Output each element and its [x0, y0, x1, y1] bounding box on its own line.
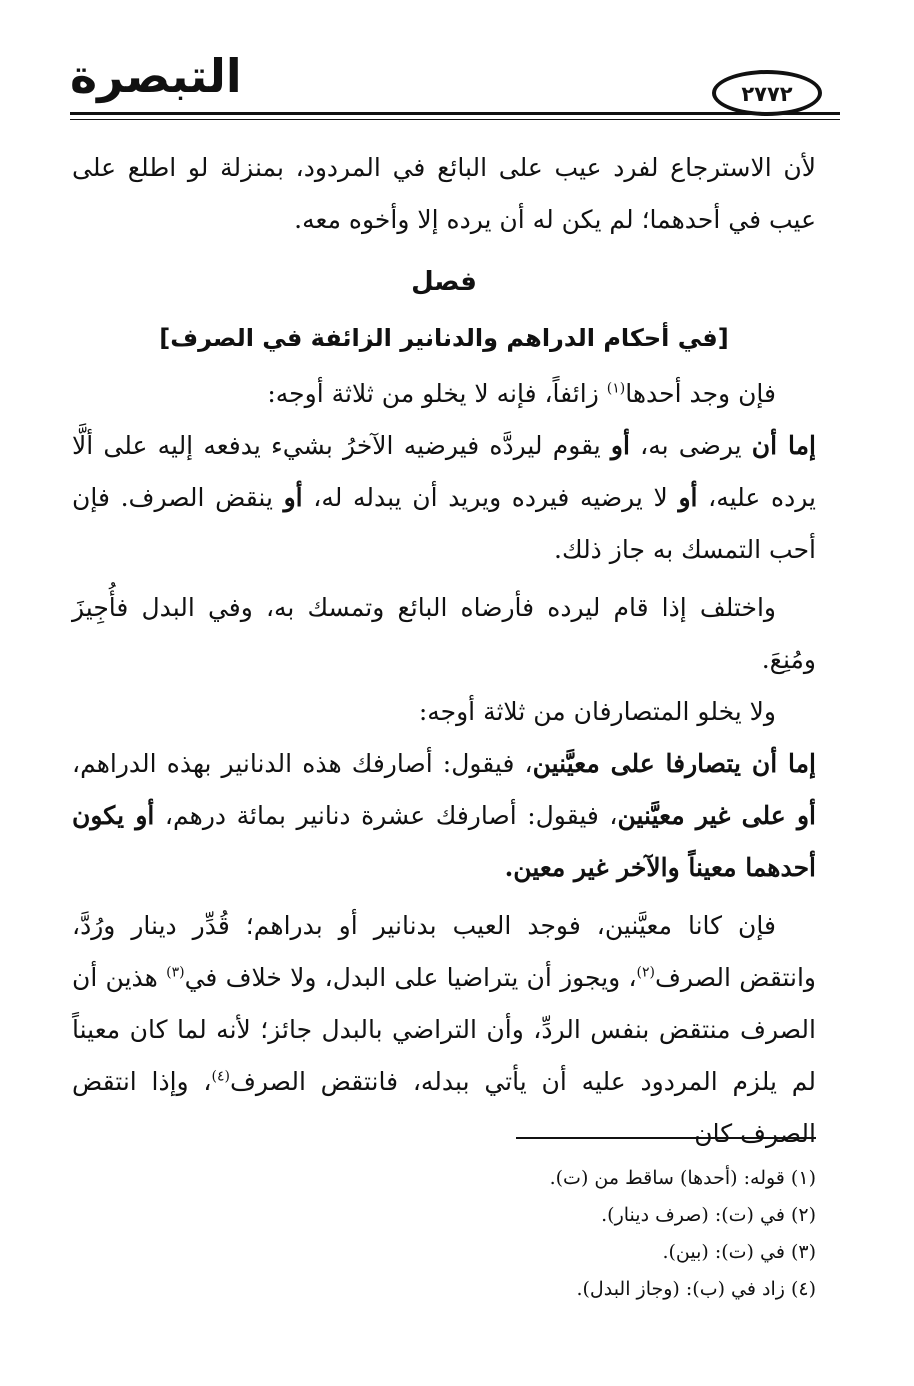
text-run: ، ويجوز أن يتراضيا على البدل، ولا خلاف في [184, 963, 637, 992]
page-number-oval [712, 70, 822, 116]
paragraph-6 [72, 738, 816, 894]
paragraph-1: لأن الاسترجاع لفرد عيب على البائع في المردود، بمنزلة لو اطلع على عيب في أحدهما؛ لم يكن له أن يرده إلا وأخوه معه. [72, 153, 816, 234]
footnote-2: (٢) في (ت): (صرف دينار). [601, 1204, 816, 1226]
bold-run: أو [610, 431, 630, 460]
section-heading: فصل [411, 267, 477, 297]
footnote-ref-4[interactable]: (٤) [211, 1068, 230, 1085]
text-run: ينقض الصرف. فإن أحب التمسك به جاز ذلك. [72, 483, 816, 564]
footnote-ref-1[interactable]: (١) [606, 380, 626, 397]
main-text [72, 142, 816, 1160]
footnote-4: (٤) زاد في (ب): (وجاز البدل). [576, 1278, 816, 1300]
footnote-3: (٣) في (ت): (بين). [662, 1241, 816, 1263]
footnote-1: (١) قوله: (أحدها) ساقط من (ت). [549, 1167, 816, 1189]
section-subheading: [في أحكام الدراهم والدنانير الزائفة في الصرف] [159, 324, 729, 352]
bold-run: إما أن يتصارفا على معيَّنين [532, 749, 816, 778]
text-run: هذين أن الصرف منتقض بنفس الردِّ، وأن التراضي بالبدل جائز؛ لأنه لما كان معيناً لم يلزم المردود عليه أن يأتي ببدله، فانتقض الصرف [72, 963, 816, 1096]
bold-run: إما أن [751, 431, 816, 460]
header-rule-thin [70, 119, 840, 120]
text-run: لا يرضيه فيرده ويريد أن يبدله له، [302, 483, 679, 512]
header-rule [70, 112, 840, 115]
footnote-ref-2[interactable]: (٢) [636, 964, 656, 981]
bold-run: أو يكون أحدهما معيناً والآخر غير معين. [72, 801, 816, 882]
bold-run: أو [283, 483, 303, 512]
bold-run: أو [678, 483, 698, 512]
paragraph-3 [72, 420, 816, 576]
paragraph-4: واختلف إذا قام ليرده فأرضاه البائع وتمسك به، وفي البدل فأُجِيزَ ومُنِعَ. [72, 593, 816, 674]
text-run: ، وإذا انتقض الصرف كان [72, 1067, 816, 1148]
text-run: فإن كانا معيَّنين، فوجد العيب بدنانير أو بدراهم؛ قُدِّر دينار ورُدَّ، وانتقض الصرف [72, 911, 817, 992]
paragraph-2 [72, 368, 816, 420]
text-run: يقوم ليردَّه فيرضيه الآخرُ بشيء يدفعه إليه على ألَّا يرده عليه، [72, 431, 816, 512]
paragraph-5: ولا يخلو المتصارفان من ثلاثة أوجه: [418, 697, 776, 726]
footnote-separator [516, 1137, 816, 1139]
text-run: زائفاً، فإنه لا يخلو من ثلاثة أوجه: [267, 379, 607, 408]
bold-run: أو على غير معيَّنين [617, 801, 817, 830]
text-run: يرضى به، [629, 431, 752, 460]
footnotes [116, 1160, 816, 1308]
text-run: ، فيقول: أصارفك عشرة دنانير بمائة درهم، [154, 801, 618, 830]
footnote-ref-3[interactable]: (٣) [166, 964, 185, 981]
book-title: التبصرة [70, 49, 242, 103]
page-header [70, 40, 840, 130]
page-number: ٢٧٧٢ [741, 82, 793, 106]
paragraph-7 [72, 900, 816, 1160]
text-run: فإن وجد أحدها [625, 379, 776, 408]
text-run: ، فيقول: أصارفك هذه الدنانير بهذه الدراهم، [72, 749, 533, 778]
